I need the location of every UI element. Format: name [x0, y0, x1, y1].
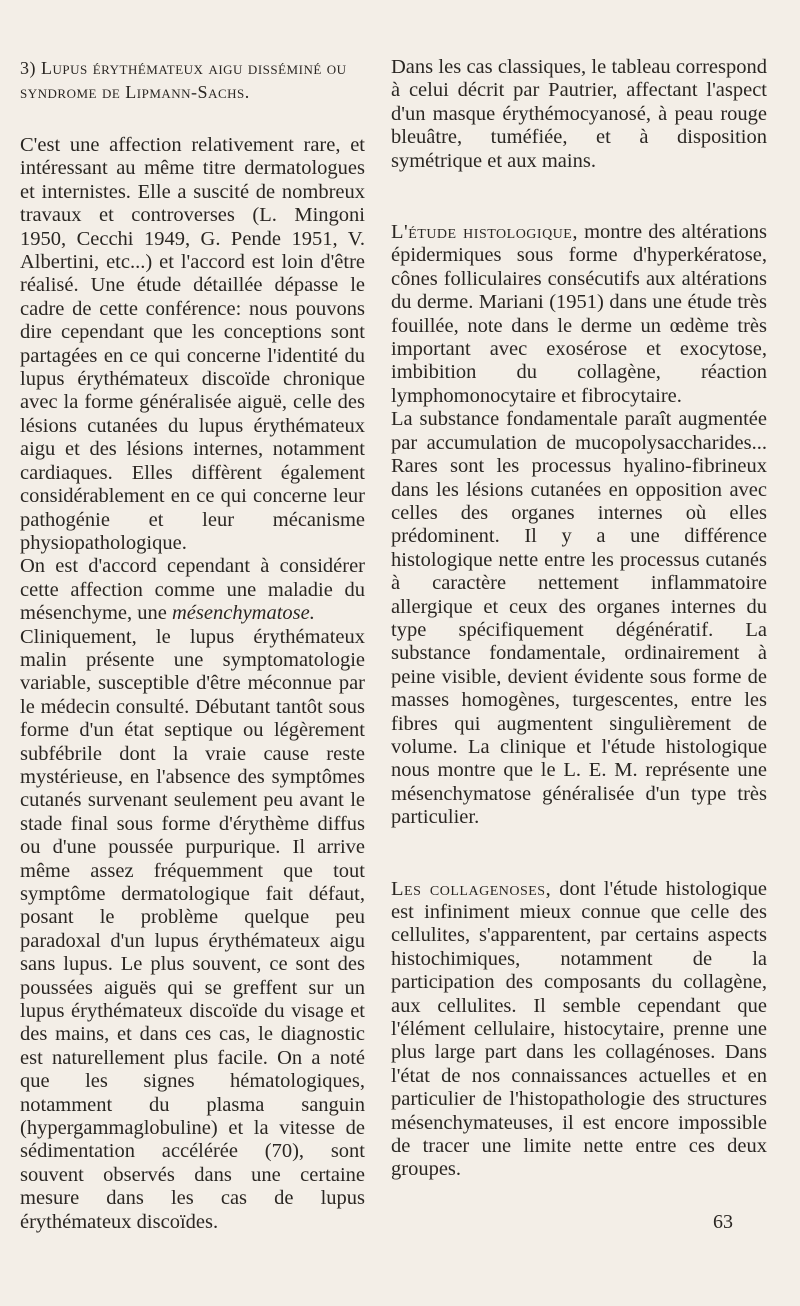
paragraph	[391, 878, 767, 1182]
paragraph: Cliniquement, le lupus érythémateux malin présente une symptomatologie variable, susceptible d'être méconnue par le médecin consulté. Débutant tantôt sous forme d'un état septique ou légèrement subfébrile dont la vraie cause reste mystérieuse, en l'absence des symptômes cutanés survenant seulement peu avant le stade final sous forme d'érythème diffus ou d'une poussée purpurique. Il arrive même assez fréquemment que tout symptôme dermatologique fait défaut, posant le problème quelque peu paradoxal d'un lupus érythémateux aigu sans lupus. Le plus souvent, ce sont des poussées aiguës qui se greffent sur un lupus érythémateux discoïde du visage et des mains, et dans ces cas, le diagnostic est naturellement plus facile. On a noté que les signes hématologiques, notamment du plasma sanguin (hypergammaglobuline) et la vitesse de sédimentation accélérée (70), sont souvent observés dans une certaine mesure dans les cas de lupus érythémateux discoïdes.	[20, 625, 365, 1233]
section-heading: 3) Lupus érythémateux aigu disséminé ou syndrome de Lipmann-Sachs.	[20, 58, 347, 102]
paragraph: Dans les cas classiques, le tableau correspond à celui décrit par Pautrier, affectant l'aspect d'un masque érythémocyanosé, à peau rouge bleuâtre, tuméfiée, et à disposition symétrique et aux mains.	[391, 56, 767, 172]
paragraph-text: dont l'étude histologique est infiniment mieux connue que celle des cellulites, s'apparentent, par certains aspects histochimiques, notamment de la participation des composants du collagène, aux cellulites. Il semble cependant que l'élément cellulaire, histocytaire, prenne une plus large part dans les collagénoses. Dans l'état de nos connaissances actuelles et en particulier de l'histopathologie des structures mésenchymateuses, il est encore impossible de tracer une limite nette entre ces deux groupes.	[391, 877, 767, 1181]
run-in-heading: L'étude histologique,	[391, 221, 578, 244]
paragraph: C'est une affection relativement rare, et intéressant au même titre dermatologues et internistes. Elle a suscité de nombreux travaux et controverses (L. Mingoni 1950, Cecchi 1949, G. Pende 1951, V. Albertini, etc...) et l'accord est loin d'être réalisé. Une étude détaillée dépasse le cadre de cette conférence: nous pouvons dire cependant que les conceptions sont partagées en ce qui concerne l'identité du lupus érythémateux discoïde chronique avec la forme généralisée aiguë, celle des lésions cutanées du lupus érythémateux aigu et des lésions internes, notamment cardiaques. Elles diffèrent également considérablement en ce qui concerne leur pathogénie et leur mécanisme physiopathologique.	[20, 134, 365, 554]
paragraph: La substance fondamentale paraît augmentée par accumulation de mucopolysaccharides... Rares sont les processus hyalino-fibrineux dans les lésions cutanées en opposition avec celles des organes internes où elles prédominent. Il y a une différence histologique nette entre les processus cutanés à caractère nettement inflammatoire allergique et ceux des organes internes du type spécifiquement dégénératif. La substance fondamentale, ordinairement à peine visible, devient évidente sous forme de masses homogènes, turgescentes, entre les fibres qui augmentent singulièrement de volume. La clinique et l'étude histologique nous montre que le L. E. M. représente une mésenchymatose généralisée d'un type très particulier.	[391, 408, 767, 829]
left-column	[20, 56, 365, 1234]
paragraph-text: On est d'accord cependant à considérer cette affection comme une maladie du mésenchyme, une	[20, 555, 365, 625]
paragraph-text: montre des altérations épidermiques sous forme d'hyperkératose, cônes folliculaires consécutifs aux altérations du derme. Mariani (1951) dans une étude très fouillée, note dans le derme un œdème très important avec exosérose et exocytose, imbibition du collagène, réaction lymphomonocytaire et fibrocytaire.	[391, 221, 767, 407]
run-in-heading: Les collagenoses,	[391, 877, 552, 900]
paragraph	[20, 555, 365, 625]
paragraph	[391, 221, 767, 408]
italic-term: mésenchymatose.	[172, 602, 315, 625]
right-column	[391, 56, 767, 1182]
page-number: 63	[713, 1211, 733, 1233]
